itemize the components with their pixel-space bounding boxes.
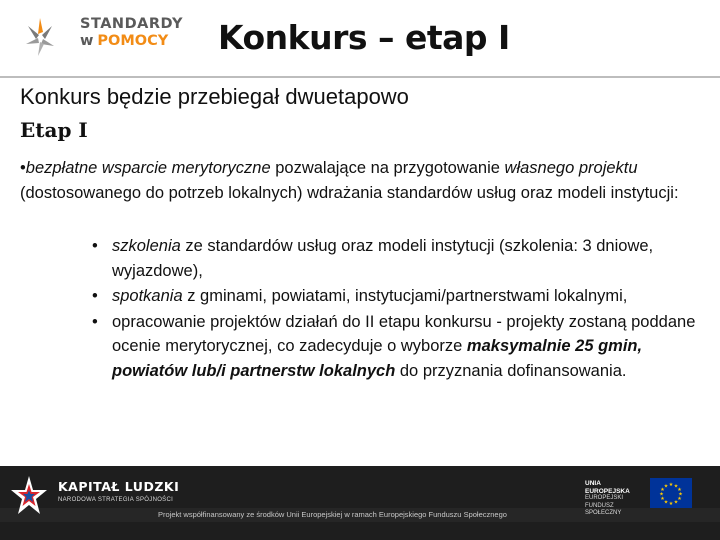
main-bullet-italic2: własnego projektu [504, 159, 638, 177]
sub-item-italic: szkolenia [112, 237, 181, 255]
svg-text:★: ★ [677, 487, 682, 493]
list-item [92, 234, 704, 283]
eu-label [585, 480, 645, 518]
kapital-ludzki-label [58, 480, 179, 503]
svg-text:★: ★ [663, 499, 669, 506]
bullet-marker: • [92, 287, 98, 305]
footer-cofinancing-note: Projekt współfinansowany ze środków Unii Europejskiej w ramach Europejskiego Funduszu Społecznego [158, 510, 507, 519]
eu-line3: FUNDUSZ SPOŁECZNY [585, 502, 622, 516]
bullet-marker: • [20, 159, 26, 177]
sub-item-italic: spotkania [112, 287, 183, 305]
sub-item-text: ze standardów usług oraz modeli instytucji (szkolenia: 3 dniowe, wyjazdowe), [112, 237, 654, 280]
sub-item-bold-italic: maksymalnie 25 gmin, powiatów lub/i partnerstw lokalnych [112, 337, 643, 380]
svg-text:★: ★ [663, 483, 669, 490]
header-bar [0, 0, 720, 78]
sub-item-text: z gminami, powiatami, instytucjami/partnerstwami lokalnymi, [182, 287, 628, 305]
bullet-marker: • [92, 237, 98, 255]
kl-title: KAPITAŁ LUDZKI [58, 479, 180, 494]
main-bullet-text2: (dostosowanego do potrzeb lokalnych) wdrażania standardów usług oraz modeli instytucji: [20, 183, 679, 202]
main-bullet-italic: bezpłatne wsparcie merytoryczne [25, 159, 271, 177]
main-bullet-text1: pozwalające na przygotowanie [270, 159, 505, 177]
kapital-ludzki-logo-icon [10, 474, 48, 520]
logo-line2 [80, 33, 183, 50]
sub-item-text: opracowanie projektów działań do II etapu konkursu - projekty zostaną poddane ocenie merytorycznej, co zadecyduje o wyborze [112, 312, 696, 355]
bullet-marker: • [92, 312, 98, 331]
logo-w: w [80, 33, 94, 49]
logo-wordmark [80, 16, 183, 50]
svg-text:★: ★ [673, 499, 679, 506]
svg-text:★: ★ [668, 501, 674, 507]
sub-bullet-list [92, 234, 704, 384]
svg-text:★: ★ [673, 483, 679, 490]
main-bullet [20, 156, 704, 205]
svg-text:★: ★ [660, 496, 665, 502]
svg-text:★: ★ [659, 491, 664, 498]
list-item [92, 310, 704, 384]
stage-heading: Etap I [20, 118, 88, 142]
svg-text:★: ★ [660, 487, 665, 493]
slide-title: Konkurs – etap I [218, 18, 510, 57]
eu-flag-icon [650, 478, 692, 508]
logo-line1: STANDARDY [80, 16, 183, 32]
title-divider [0, 76, 720, 78]
logo-pomocy: POMOCY [97, 33, 169, 49]
list-item [92, 284, 704, 309]
svg-text:★: ★ [678, 491, 683, 498]
sub-item-text-end: do przyznania dofinansowania. [395, 361, 627, 380]
eu-title: UNIA EUROPEJSKA [585, 480, 630, 495]
svg-text:★: ★ [677, 496, 682, 502]
intro-text: Konkurs będzie przebiegał dwuetapowo [20, 84, 409, 109]
svg-text:★: ★ [668, 482, 674, 488]
kl-subtitle: NARODOWA STRATEGIA SPÓJNOŚCI [58, 497, 174, 503]
eu-line2: EUROPEJSKI [585, 495, 624, 501]
